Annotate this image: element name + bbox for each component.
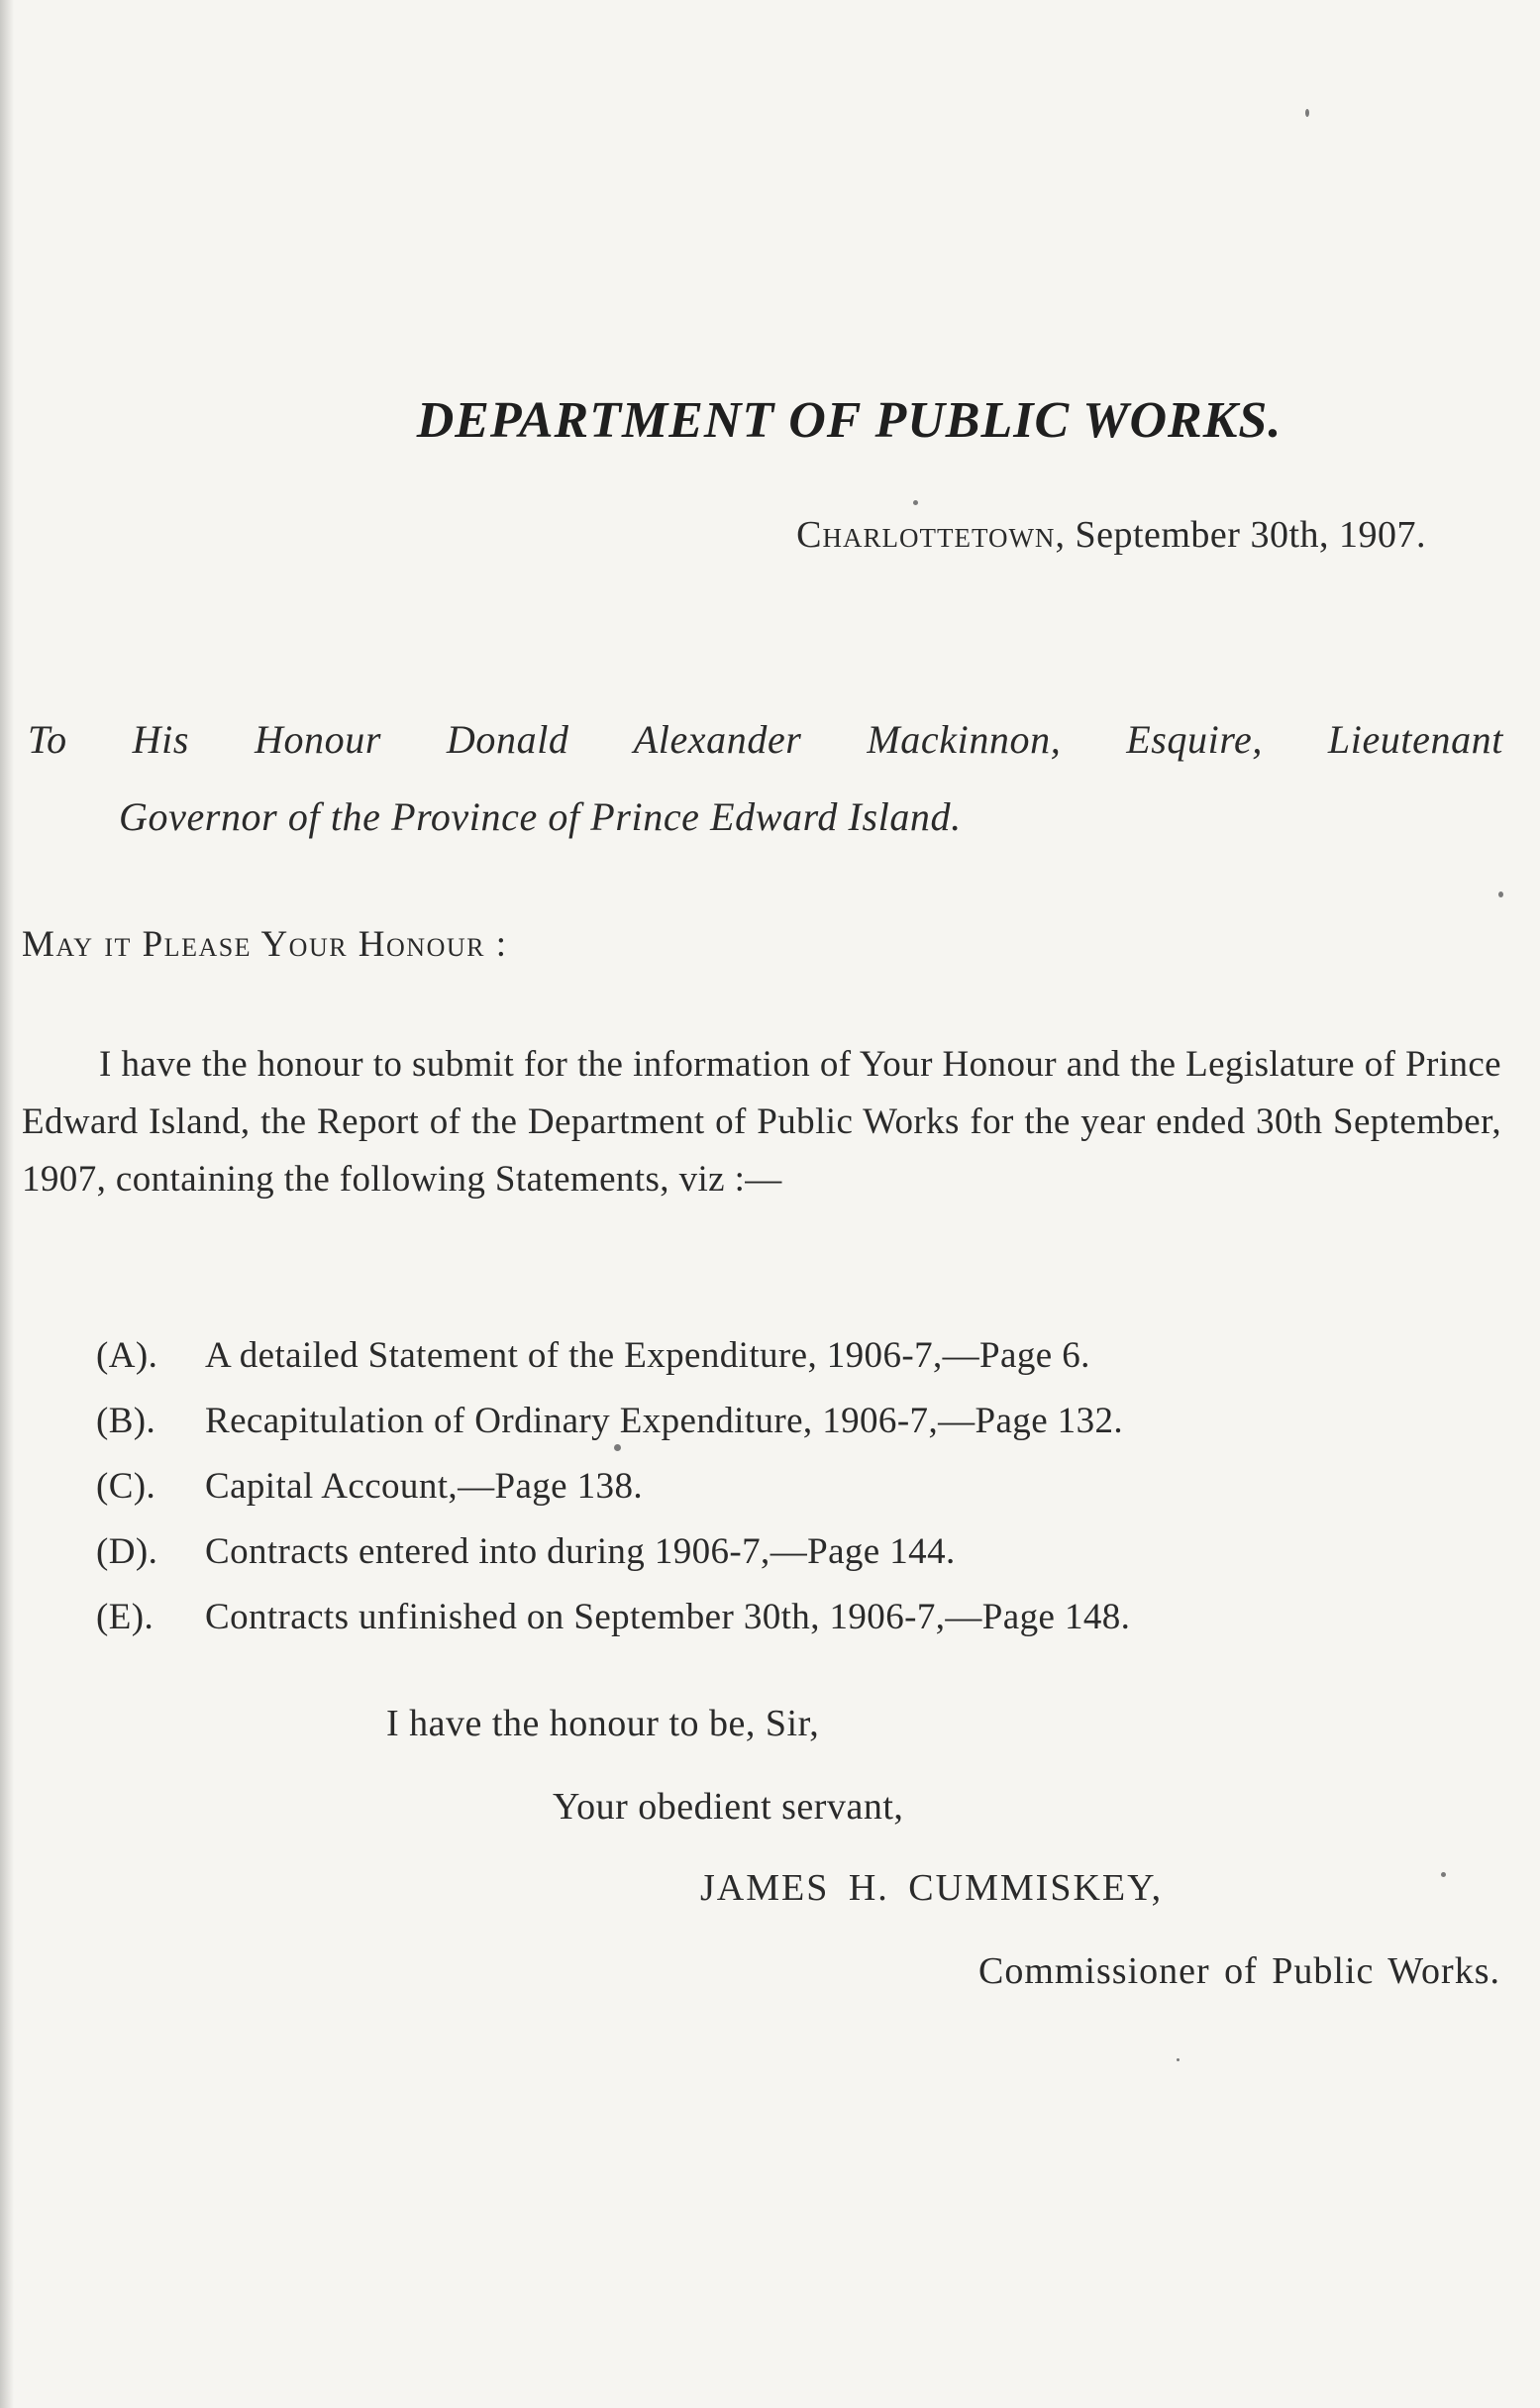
statement-mark: (C). — [96, 1466, 156, 1507]
print-speck — [1177, 2058, 1180, 2061]
dateline-place: Charlottetown — [796, 514, 1056, 556]
statement-mark: (E). — [96, 1597, 154, 1637]
statement-text: Capital Account,—Page 138. — [205, 1466, 643, 1507]
statement-item — [96, 1389, 1483, 1454]
statement-item — [96, 1454, 1483, 1519]
statement-item — [96, 1323, 1483, 1389]
statement-mark: (B). — [96, 1401, 156, 1441]
print-speck — [913, 500, 918, 505]
statement-text: A detailed Statement of the Expenditure, 1906-7,—Page 6. — [205, 1335, 1090, 1376]
salutation: May it Please Your Honour : — [22, 924, 508, 965]
statement-text: Contracts entered into during 1906-7,—Page 144. — [205, 1531, 956, 1572]
page-edge-shadow — [0, 0, 14, 2408]
signer-name: JAMES H. CUMMISKEY, — [700, 1867, 1164, 1909]
address-block — [28, 701, 1503, 856]
heading-text: DEPARTMENT OF PUBLIC WORKS. — [416, 392, 1283, 449]
print-speck — [614, 1444, 621, 1451]
statement-item — [96, 1519, 1483, 1585]
dateline-date: , September 30th, 1907. — [1055, 514, 1426, 556]
body-paragraph-text: I have the honour to submit for the information of Your Honour and the Legislature of Prince Edward Island, the Report of the Department of Public Works for the year ended 30th September, 1907, containing the following Statements, viz :— — [22, 1044, 1501, 1200]
address-line-2: Governor of the Province of Prince Edward Island. — [119, 794, 962, 839]
statement-text: Contracts unfinished on September 30th, 1906-7,—Page 148. — [205, 1597, 1131, 1637]
statement-mark: (D). — [96, 1531, 158, 1572]
statements-list — [96, 1323, 1483, 1650]
address-line-1: To His Honour Donald Alexander Mackinnon, Esquire, Lieutenant — [28, 717, 1503, 762]
body-paragraph — [22, 1036, 1501, 1208]
statement-item — [96, 1585, 1483, 1650]
department-heading — [0, 391, 1540, 450]
print-speck — [1498, 891, 1503, 897]
closing-line: I have the honour to be, Sir, — [386, 1703, 820, 1744]
print-speck — [1305, 109, 1309, 117]
statement-text: Recapitulation of Ordinary Expenditure, 1906-7,—Page 132. — [205, 1401, 1124, 1441]
signer-title: Commissioner of Public Works. — [977, 1950, 1500, 1992]
valediction: Your obedient servant, — [553, 1786, 904, 1828]
dateline — [796, 513, 1426, 557]
print-speck — [1441, 1872, 1446, 1877]
statement-mark: (A). — [96, 1335, 158, 1376]
